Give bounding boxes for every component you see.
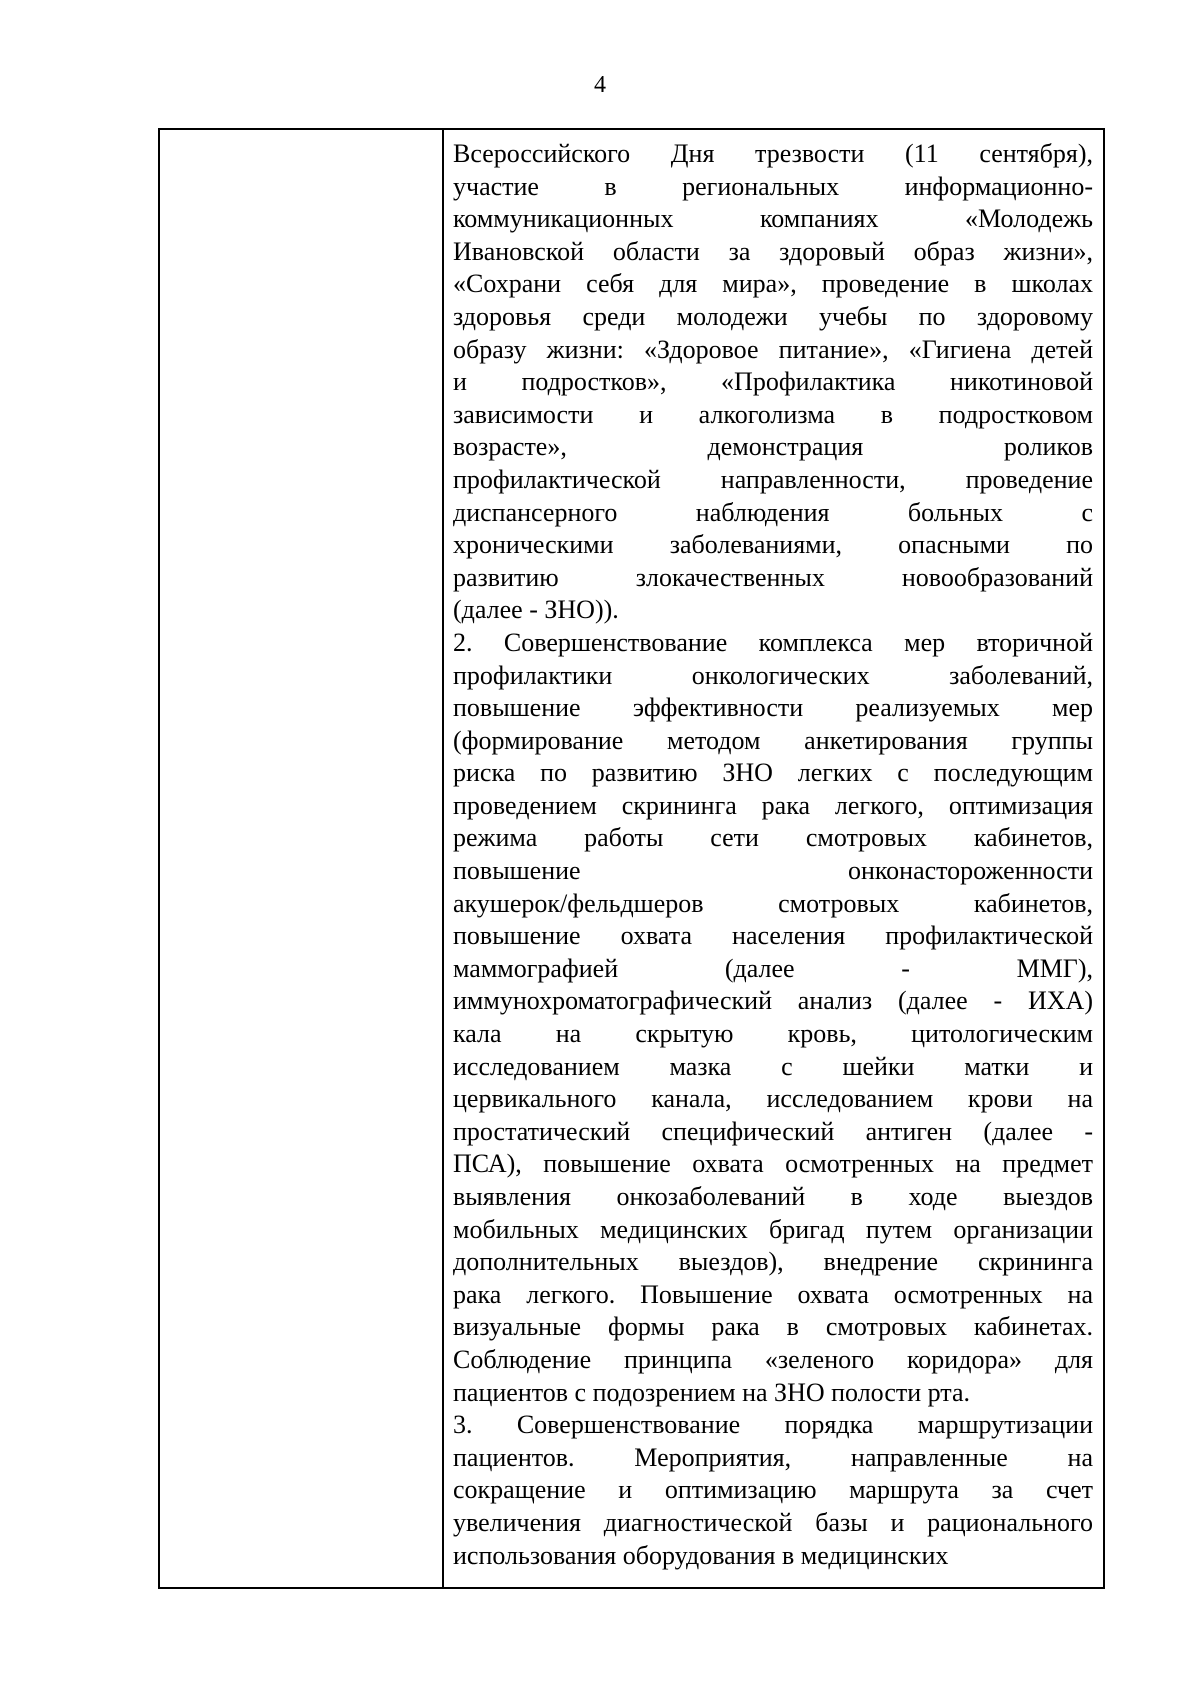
text-line: пациентов. Мероприятия, направленные на (453, 1442, 1093, 1472)
text-line: использования оборудования в медицинских (453, 1540, 949, 1570)
text-line: выявления онкозаболеваний в ходе выездов (453, 1182, 1093, 1211)
text-line: развитию злокачественных новообразований (453, 562, 1093, 592)
text-line: повышение эффективности реализуемых мер (453, 693, 1093, 723)
text-line: простатический специфический антиген (далее - (453, 1116, 1093, 1146)
text-line: увеличения диагностической базы и рационального (453, 1507, 1093, 1537)
table-left-cell (160, 130, 444, 1587)
text-line: повышение охвата населения профилактической (453, 921, 1093, 951)
text-line: сокращение и оптимизацию маршрута за счет (453, 1475, 1093, 1505)
text-line: дополнительных выездов), внедрение скрининга (453, 1247, 1093, 1277)
text-line: акушерок/фельдшеров смотровых кабинетов, (453, 888, 1093, 918)
text-line: «Сохрани себя для мира», проведение в школах (453, 269, 1093, 299)
text-line: Всероссийского Дня трезвости (11 сентября), (453, 139, 1093, 168)
text-line: (далее - ЗНО)). (453, 595, 619, 625)
text-line: рака легкого. Повышение охвата осмотренных на (453, 1279, 1093, 1309)
text-line: коммуникационных компаниях «Молодежь (453, 204, 1093, 234)
text-line: возрасте», демонстрация роликов (453, 432, 1093, 462)
text-line: образу жизни: «Здоровое питание», «Гигиена детей (453, 334, 1093, 364)
text-line: повышение онконастороженности (453, 856, 1093, 886)
text-line: здоровья среди молодежи учебы по здоровому (453, 301, 1093, 331)
page-number: 4 (594, 72, 606, 98)
text-line: диспансерного наблюдения больных с (453, 497, 1093, 527)
text-line: иммунохроматографический анализ (далее - ИХА) (453, 986, 1093, 1016)
table-right-cell (444, 130, 1103, 1587)
text-line: пациентов с подозрением на ЗНО полости рта. (453, 1377, 971, 1407)
text-line: участие в региональных информационно- (453, 171, 1093, 201)
text-line: режима работы сети смотровых кабинетов, (453, 823, 1093, 853)
text-line: ПСА), повышение охвата осмотренных на предмет (453, 1149, 1093, 1179)
text-line: визуальные формы рака в смотровых кабинетах. (453, 1312, 1093, 1342)
text-line: и подростков», «Профилактика никотиновой (453, 367, 1093, 397)
content-table (158, 128, 1105, 1589)
text-line: кала на скрытую кровь, цитологическим (453, 1019, 1093, 1049)
text-line: риска по развитию ЗНО легких с последующим (453, 758, 1093, 788)
text-line: мобильных медицинских бригад путем организации (453, 1214, 1093, 1244)
text-line: Ивановской области за здоровый образ жизни», (453, 236, 1093, 266)
text-line: зависимости и алкоголизма в подростковом (453, 399, 1093, 429)
text-line: (формирование методом анкетирования группы (453, 725, 1093, 755)
text-line: проведением скрининга рака легкого, оптимизация (453, 790, 1093, 820)
text-line: 3. Совершенствование порядка маршрутизации (453, 1410, 1093, 1440)
text-line: хроническими заболеваниями, опасными по (453, 530, 1093, 560)
text-line: профилактики онкологических заболеваний, (453, 660, 1093, 690)
text-line: 2. Совершенствование комплекса мер вторичной (453, 627, 1093, 657)
text-line: маммографией (далее - ММГ), (453, 953, 1093, 983)
text-line: исследованием мазка с шейки матки и (453, 1051, 1093, 1081)
text-line: Соблюдение принципа «зеленого коридора» для (453, 1344, 1093, 1374)
text-line: цервикального канала, исследованием крови на (453, 1084, 1093, 1114)
text-line: профилактической направленности, проведение (453, 464, 1093, 494)
